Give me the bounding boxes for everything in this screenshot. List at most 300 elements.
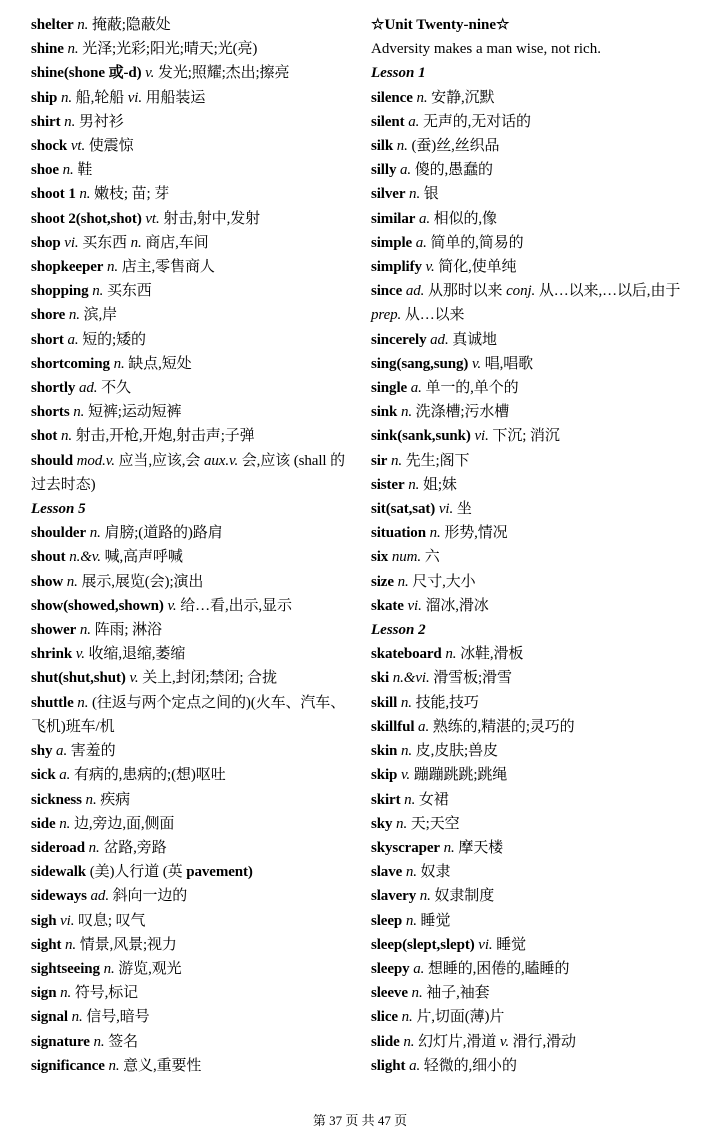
entry-part-of-speech: v.	[145, 65, 155, 82]
entry-part-of-speech: n.	[396, 815, 408, 832]
entry-word: skillful	[371, 718, 415, 735]
entry-word: ship	[31, 89, 58, 106]
vocab-entry	[371, 473, 689, 497]
vocab-entry	[371, 497, 689, 521]
vocab-entry	[31, 279, 353, 303]
entry-part-of-speech: vi.	[438, 501, 454, 518]
vocab-entry	[31, 207, 353, 231]
entry-part-of-speech: n.	[405, 864, 417, 881]
entry-word: shot	[31, 428, 58, 445]
entry-part-of-speech: v.	[75, 646, 85, 663]
entry-part-of-speech: a.	[410, 380, 422, 397]
entry-part-of-speech: v.	[129, 670, 139, 687]
entry-part-of-speech: ad.	[405, 283, 425, 300]
vocab-entry	[31, 763, 353, 787]
entry-word: slide	[371, 1033, 400, 1050]
entry-word: similar	[371, 210, 416, 227]
entry-definition: 技能,技巧	[415, 694, 479, 711]
entry-definition: 收缩,退缩,萎缩	[88, 646, 186, 663]
lesson-heading: Lesson 5	[31, 501, 86, 518]
entry-definition: 给…看,出示,显示	[180, 597, 292, 614]
vocab-entry	[371, 1005, 689, 1029]
entry-word: skateboard	[371, 646, 442, 663]
vocab-entry	[371, 449, 689, 473]
vocab-entry	[371, 86, 689, 110]
vocab-entry	[371, 763, 689, 787]
entry-part-of-speech: n.	[400, 694, 412, 711]
entry-part-of-speech: vi.	[60, 912, 75, 929]
entry-definition: 睡觉	[496, 936, 527, 953]
entry-part-of-speech: n.	[60, 428, 72, 445]
entry-part-of-speech: vi.	[64, 234, 79, 251]
vocab-entry	[31, 255, 353, 279]
entry-part-of-speech: a.	[415, 234, 427, 251]
entry-word: silver	[371, 186, 406, 203]
entry-word: slave	[371, 864, 403, 881]
page-footer: 第 37 页 共 47 页	[312, 1113, 408, 1128]
entry-definition: 尺寸,大小	[412, 573, 476, 590]
entry-word: signal	[31, 1009, 68, 1026]
entry-part-of-speech: n.	[59, 815, 71, 832]
entry-definition: 掩蔽;隐蔽处	[92, 17, 171, 33]
entry-part-of-speech: num.	[391, 549, 422, 566]
vocab-entry	[31, 134, 353, 158]
entry-part-of-speech: n.	[66, 573, 78, 590]
entry-part-of-speech: n.	[77, 694, 89, 711]
vocab-entry	[31, 691, 353, 739]
entry-part-of-speech: vi.	[474, 428, 489, 445]
vocab-entry	[31, 884, 353, 908]
entry-definition: 关上,封闭;禁闭; 合拢	[142, 670, 277, 687]
entry-part-of-speech: n.	[77, 17, 89, 33]
vocab-entry	[31, 933, 353, 957]
entry-definition: 肩膀;(道路的)路肩	[104, 525, 223, 542]
entry-word: shop	[31, 234, 61, 251]
vocab-entry	[31, 61, 353, 85]
entry-definition: 男衬衫	[78, 113, 124, 130]
vocab-entry	[31, 788, 353, 812]
entry-word: shore	[31, 307, 66, 324]
entry-definition: 商店,车间	[145, 234, 209, 251]
entry-part-of-speech: n.	[409, 186, 421, 203]
entry-word: skin	[371, 743, 398, 760]
vocab-entry	[31, 909, 353, 933]
entry-part-of-speech: n.	[62, 162, 74, 179]
entry-definition: 单一的,单个的	[425, 380, 519, 397]
vocab-entry	[31, 812, 353, 836]
entry-part-of-speech: a.	[67, 331, 79, 348]
entry-part-of-speech: n.	[411, 985, 423, 1002]
entry-definition: 睡觉	[420, 912, 451, 929]
entry-definition-term: pavement	[186, 864, 248, 881]
entry-word: shortcoming	[31, 355, 110, 372]
entry-definition: 冰鞋,滑板	[460, 646, 524, 663]
entry-definition: 轻微的,细小的	[423, 1057, 517, 1074]
entry-part-of-speech: n.	[401, 1009, 413, 1026]
entry-word: sidewalk	[31, 864, 87, 881]
entry-part-of-speech: n.	[85, 791, 97, 808]
entry-definition: 叹息; 叹气	[78, 912, 146, 929]
entry-part-of-speech: n.	[416, 89, 428, 106]
entry-part-of-speech: n.	[67, 41, 79, 58]
entry-part-of-speech: n.	[108, 1057, 120, 1074]
entry-part-of-speech: n.	[445, 646, 457, 663]
vocab-entry	[371, 1030, 689, 1054]
vocab-entry	[31, 1030, 353, 1054]
entry-definition: 形势,情况	[444, 525, 508, 542]
entry-word: shine(shone 或-d)	[31, 65, 142, 82]
entry-word: sister	[371, 476, 405, 493]
entry-word: slight	[371, 1057, 406, 1074]
entry-word: shirt	[31, 113, 61, 130]
entry-part-of-speech: n.	[400, 404, 413, 421]
entry-part-of-speech: n.	[71, 1009, 83, 1026]
entry-part-of-speech: n.	[79, 622, 91, 639]
entry-word: silly	[371, 162, 397, 179]
vocab-entry	[371, 909, 689, 933]
entry-definition: 买东西	[82, 234, 127, 251]
entry-part-of-speech: n.	[64, 113, 76, 130]
entry-word: shopping	[31, 283, 89, 300]
unit-heading: ☆Unit Twenty-nine☆	[371, 17, 510, 33]
entry-part-of-speech: n.&v.	[69, 549, 101, 566]
entry-definition: 信号,暗号	[86, 1009, 150, 1026]
entry-definition: 洗涤槽;污水槽	[415, 404, 510, 421]
entry-word: skyscraper	[371, 839, 440, 856]
entry-part-of-speech: n.	[396, 138, 408, 155]
entry-definition: 有病的,患病的;(想)呕吐	[73, 767, 226, 784]
vocab-entry	[371, 957, 689, 981]
vocab-entry	[371, 400, 689, 424]
entry-definition: 奴隶	[420, 864, 451, 881]
vocab-entry	[31, 110, 353, 134]
entry-part-of-speech: a.	[409, 1057, 421, 1074]
entry-definition: 简单的,简易的	[430, 234, 524, 251]
entry-word: sideroad	[31, 839, 85, 856]
entry-part-of-speech: n.	[403, 1033, 415, 1050]
entry-word: single	[371, 380, 408, 397]
entry-part-of-speech: ad.	[90, 888, 109, 905]
entry-definition: 用船装运	[145, 89, 206, 106]
entry-word: skate	[371, 597, 404, 614]
entry-word: shuttle	[31, 694, 74, 711]
entry-definition: 姐;妹	[422, 476, 457, 493]
entry-definition: (往返与两个定点之间的)(火车、汽车、飞机)班车/机	[31, 694, 346, 735]
vocab-entry	[31, 666, 353, 690]
entry-definition: 船,轮船	[75, 89, 125, 106]
entry-word: silent	[371, 113, 405, 130]
entry-part-of-speech: n.	[443, 839, 455, 856]
vocab-entry	[31, 739, 353, 763]
entry-word: shock	[31, 138, 68, 155]
entry-part-of-speech: n.	[79, 186, 91, 203]
vocab-entry	[371, 328, 689, 352]
vocab-entry	[31, 957, 353, 981]
vocab-entry	[31, 1054, 353, 1078]
entry-word: sleepy	[371, 960, 410, 977]
vocab-entry	[371, 836, 689, 860]
vocab-entry	[31, 37, 353, 61]
entry-definition: 害羞的	[70, 743, 116, 760]
vocab-entry	[31, 158, 353, 182]
entry-part-of-speech: a.	[56, 743, 68, 760]
vocab-entry	[31, 13, 353, 37]
entry-definition: 想睡的,困倦的,瞌睡的	[427, 960, 570, 977]
vocab-entry	[371, 691, 689, 715]
entry-word: show	[31, 573, 64, 590]
vocab-entry	[31, 376, 353, 400]
entry-word: simplify	[371, 259, 422, 276]
entry-definition: 岔路,旁路	[103, 839, 167, 856]
entry-definition: 不久	[101, 380, 131, 397]
lesson-heading: Lesson 2	[371, 622, 426, 639]
entry-part-of-speech: n.	[89, 525, 101, 542]
entry-part-of-speech: v.	[167, 597, 177, 614]
entry-definition: 滑行,滑动	[512, 1033, 576, 1050]
entry-definition: 短裤;运动短裤	[87, 404, 182, 421]
entry-word: shorts	[31, 404, 70, 421]
entry-word: simple	[371, 234, 413, 251]
vocab-entry	[31, 836, 353, 860]
entry-word: sincerely	[371, 331, 427, 348]
entry-part-of-speech: n.	[107, 259, 119, 276]
vocab-entry	[31, 449, 353, 497]
entry-word: signature	[31, 1033, 90, 1050]
entry-definition: 游览,观光	[118, 960, 182, 977]
entry-part-of-speech: ad.	[78, 380, 98, 397]
vocab-entry	[31, 424, 353, 448]
entry-part-of-speech: n.	[93, 1033, 105, 1050]
vocab-entry	[371, 739, 689, 763]
vocab-entry	[31, 545, 353, 569]
vocab-entry	[31, 570, 353, 594]
entry-definition: 唱,唱歌	[484, 355, 534, 372]
entry-part-of-speech: a.	[400, 162, 412, 179]
right-column	[371, 13, 689, 1078]
entry-definition: 袖子,袖套	[426, 985, 490, 1002]
entry-definition: 疾病	[100, 791, 131, 808]
entry-definition: 嫩枝; 苗; 芽	[94, 186, 170, 203]
vocab-entry	[371, 207, 689, 231]
entry-definition: 相似的,像	[433, 210, 497, 227]
vocab-entry	[31, 182, 353, 206]
entry-word: sink	[371, 404, 398, 421]
entry-part-of-speech: n.	[60, 89, 73, 106]
entry-part-of-speech: vt.	[145, 210, 160, 227]
entry-word: shopkeeper	[31, 259, 104, 276]
entry-word: silence	[371, 89, 413, 106]
entry-word: sit(sat,sat)	[371, 501, 436, 518]
entry-part-of-speech: n.	[419, 888, 431, 905]
vocab-entry	[371, 788, 689, 812]
entry-definition: 意义,重要性	[123, 1057, 202, 1074]
entry-part-of-speech: n.	[88, 839, 100, 856]
entry-word: shelter	[31, 17, 74, 33]
entry-part-of-speech: ad.	[430, 331, 449, 348]
entry-part-of-speech: n.	[65, 936, 77, 953]
entry-word: sing(sang,sung)	[371, 355, 469, 372]
entry-word: shout	[31, 549, 66, 566]
vocab-entry	[371, 545, 689, 569]
entry-word: size	[371, 573, 394, 590]
entry-definition: 斜向一边的	[112, 888, 188, 905]
entry-definition: 天;天空	[410, 815, 460, 832]
vocab-entry	[31, 981, 353, 1005]
entry-definition: 符号,标记	[74, 985, 139, 1002]
vocab-entry	[371, 812, 689, 836]
entry-definition: 摩天楼	[458, 839, 504, 856]
entry-word: shoulder	[31, 525, 87, 542]
vocab-entry	[371, 715, 689, 739]
entry-definition: 签名	[108, 1033, 139, 1050]
vocab-entry	[31, 860, 353, 884]
vocab-entry	[31, 594, 353, 618]
entry-definition: 买东西	[106, 283, 152, 300]
entry-definition: 先生;阁下	[405, 452, 470, 469]
entry-part-of-speech: n.	[73, 404, 85, 421]
entry-definition: 真诚地	[452, 331, 497, 348]
entry-word: significance	[31, 1057, 105, 1074]
entry-part-of-speech: vi.	[478, 936, 493, 953]
entry-definition: 射击,开枪,开炮,射击声;子弹	[75, 428, 255, 445]
entry-word: slice	[371, 1009, 398, 1026]
vocab-entry	[31, 642, 353, 666]
entry-word: skill	[371, 694, 398, 711]
entry-word: sir	[371, 452, 388, 469]
entry-definition: 鞋	[77, 162, 93, 179]
entry-part-of-speech: v.	[400, 767, 411, 784]
entry-word: sick	[31, 767, 56, 784]
vocab-entry	[31, 231, 353, 255]
entry-word: slavery	[371, 888, 417, 905]
entry-word: side	[31, 815, 56, 832]
entry-part-of-speech: v.	[425, 259, 435, 276]
vocab-entry	[371, 884, 689, 908]
entry-part-of-speech: mod.v.	[76, 452, 115, 469]
vocab-entry	[371, 594, 689, 618]
entry-part-of-speech: a.	[418, 718, 430, 735]
vocab-entry	[31, 400, 353, 424]
entry-word: sight	[31, 936, 62, 953]
vocab-entry	[371, 666, 689, 690]
vocab-entry	[371, 182, 689, 206]
entry-part-of-speech: vi.	[407, 597, 422, 614]
entry-word: sightseeing	[31, 960, 100, 977]
entry-word: shortly	[31, 380, 76, 397]
vocab-entry	[31, 303, 353, 327]
entry-word: sigh	[31, 912, 57, 929]
entry-definition: 喊,高声呼喊	[104, 549, 183, 566]
entry-definition: (蚕)丝,丝织品	[411, 138, 500, 155]
entry-word: since	[371, 283, 403, 300]
entry-part-of-speech: n.	[429, 525, 441, 542]
entry-definition: 奴隶制度	[434, 888, 495, 905]
vocab-entry	[371, 860, 689, 884]
entry-definition: 溜冰,滑冰	[425, 597, 489, 614]
vocab-entry	[371, 134, 689, 158]
entry-word: sideways	[31, 888, 87, 905]
entry-word: sickness	[31, 791, 82, 808]
entry-part-of-speech: vi.	[127, 89, 142, 106]
left-column	[31, 13, 353, 1078]
entry-definition: 滨,岸	[83, 307, 118, 324]
vocab-entry	[31, 328, 353, 352]
entry-definition: 安静,沉默	[431, 89, 495, 106]
entry-word: shoot 2(shot,shot)	[31, 210, 142, 227]
vocab-entry	[371, 424, 689, 448]
vocab-entry	[31, 618, 353, 642]
vocab-entry	[371, 255, 689, 279]
vocab-entry	[371, 981, 689, 1005]
entry-definition: 店主,零售商人	[121, 259, 215, 276]
vocab-entry	[371, 933, 689, 957]
entry-definition: 缺点,短处	[128, 355, 192, 372]
entry-part-of-speech: a.	[418, 210, 431, 227]
entry-part-of-speech: n.	[130, 234, 142, 251]
entry-part-of-speech: v.	[471, 355, 482, 372]
vocab-entry	[371, 642, 689, 666]
entry-part-of-speech: n.	[404, 791, 416, 808]
vocab-entry	[371, 158, 689, 182]
entry-definition: 简化,使单纯	[438, 259, 517, 276]
entry-word: sleep	[371, 912, 403, 929]
vocab-entry	[371, 376, 689, 400]
entry-word: skirt	[371, 791, 401, 808]
entry-part-of-speech: n.	[68, 307, 80, 324]
entry-definition: 滑雪板;滑雪	[433, 670, 512, 687]
entry-word: sleeve	[371, 985, 408, 1002]
vocab-entry	[371, 352, 689, 376]
vocab-entry	[371, 521, 689, 545]
vocab-entry	[371, 1054, 689, 1078]
entry-word: shrink	[31, 646, 73, 663]
entry-definition: 短的;矮的	[82, 331, 146, 348]
entry-definition: 坐	[456, 501, 472, 518]
vocab-entry	[31, 86, 353, 110]
entry-word: shoot 1	[31, 186, 76, 203]
entry-word: show(showed,shown)	[31, 597, 164, 614]
entry-definition: 展示,展览(会);演出	[81, 573, 204, 590]
entry-word: ski	[371, 670, 390, 687]
vocab-entry	[371, 279, 689, 327]
entry-definition: 六	[424, 549, 440, 566]
entry-definition: 从那时以来	[427, 283, 503, 300]
entry-word: shine	[31, 41, 64, 58]
entry-definition: 射击,射中,发射	[163, 210, 261, 227]
entry-definition: 应当,应该,会	[118, 452, 201, 469]
entry-part-of-speech: a.	[408, 113, 420, 130]
entry-definition: 从…以来	[404, 307, 465, 324]
lesson-heading: Lesson 1	[371, 65, 426, 82]
vocab-entry	[31, 521, 353, 545]
entry-definition: 下沉; 消沉	[492, 428, 560, 445]
entry-part-of-speech: n.	[92, 283, 104, 300]
entry-part-of-speech: v.	[499, 1033, 509, 1050]
entry-word: should	[31, 452, 73, 469]
entry-part-of-speech: n.	[391, 452, 403, 469]
entry-definition: 阵雨; 淋浴	[94, 622, 162, 639]
entry-definition: 银	[423, 186, 439, 203]
entry-part-of-speech: vt.	[70, 138, 86, 155]
vocab-entry	[31, 1005, 353, 1029]
entry-part-of-speech: n.&vi.	[392, 670, 430, 687]
entry-part-of-speech: n.	[113, 355, 125, 372]
entry-definition: 使震惊	[88, 138, 134, 155]
entry-word: shower	[31, 622, 77, 639]
entry-part-of-speech: n.	[103, 960, 115, 977]
entry-word: sky	[371, 815, 393, 832]
entry-definition: 边,旁边,面,侧面	[73, 815, 175, 832]
